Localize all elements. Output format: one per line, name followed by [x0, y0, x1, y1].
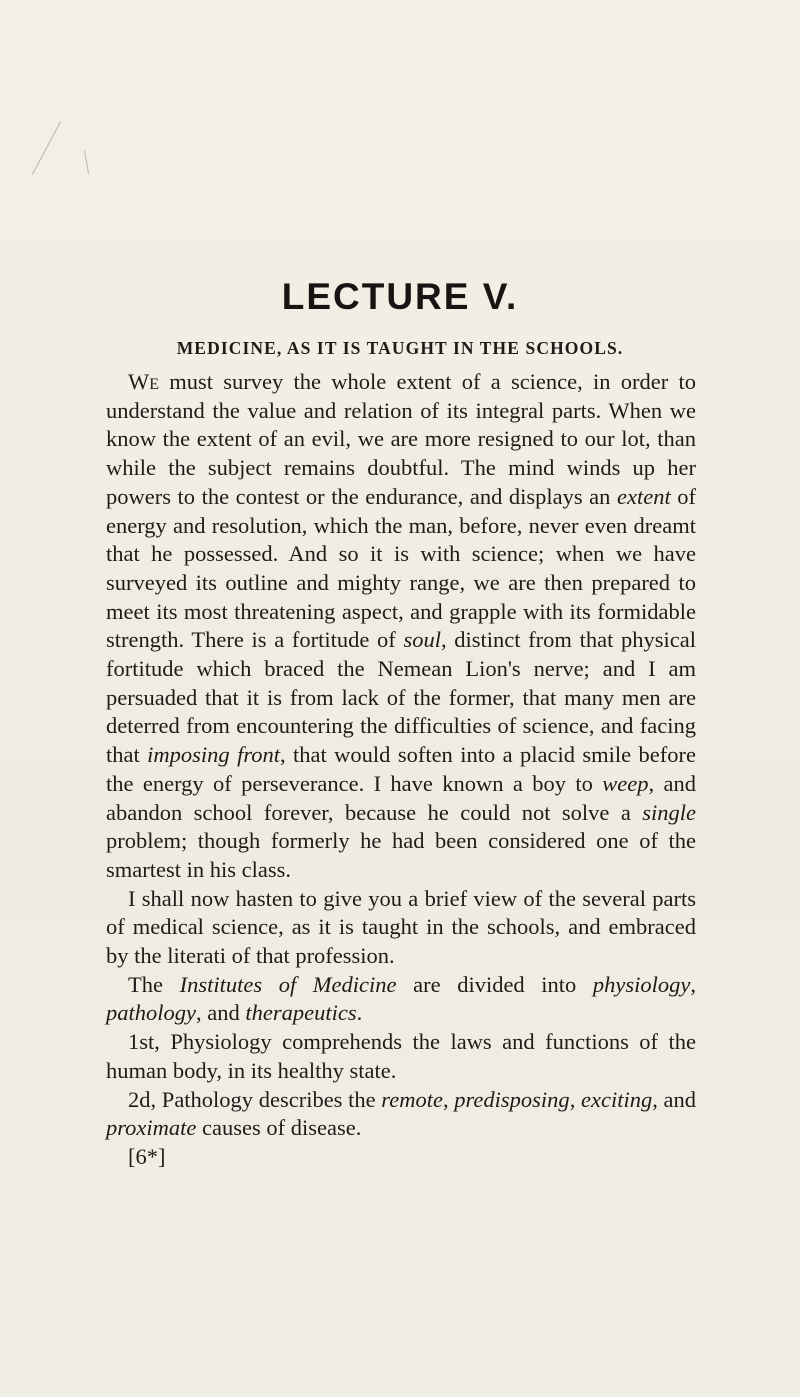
italic-term: single: [642, 799, 696, 825]
italic-term: pathology: [106, 1000, 196, 1026]
text-run: 2d, Pathology describes the: [128, 1086, 382, 1112]
text-run: , and abandon school forever, because he could not solve a: [106, 770, 696, 825]
text-run: problem; though formerly he had been considered one of the smartest in his class.: [106, 828, 696, 882]
text-run: must survey the whole extent of a science, in order to understand the value and relation of its integral parts. When we know the extent of an evil, we are more resigned to our lot, than while the subject remains doubtful. The mind winds up her powers to the contest or the endurance, and displays an: [106, 369, 696, 509]
paragraph-overview: I shall now hasten to give you a brief view of the several parts of medical science, as it is taught in the schools, and embraced by the literati of that profession.: [106, 885, 696, 969]
italic-term: weep: [602, 770, 649, 796]
italic-term: imposing front: [147, 742, 280, 768]
paragraph-institutes: [106, 971, 696, 1028]
italic-term: remote: [381, 1086, 443, 1112]
paragraph-intro: [106, 368, 696, 885]
italic-term: predisposing: [454, 1086, 570, 1112]
pencil-mark: [84, 150, 89, 174]
pencil-mark: [32, 121, 61, 174]
text-run: of energy and resolution, which the man, before, never even dreamt that he possessed. And so it is with science; when we have surveyed its outline and mighty range, we are then prepared to meet its most threatening aspect, and grapple with its formidable strength. There is a fortitude of: [106, 483, 696, 653]
lecture-title: LECTURE V.: [281, 276, 519, 317]
lecture-subtitle: MEDICINE, AS IT IS TAUGHT IN THE SCHOOLS.: [176, 338, 624, 358]
italic-term: physiology: [592, 971, 691, 997]
lecture-body: [106, 368, 696, 1172]
text-run: The: [128, 971, 180, 997]
text-run: , and: [196, 1000, 246, 1026]
text-run: , distinct from that physical fortitude which braced the Nemean Lion's nerve; and I am persuaded that it is from lack of the former, that many men are deterred from encountering the difficulties of science, and facing that: [106, 627, 696, 768]
text-run: ,: [569, 1086, 581, 1112]
text-run: ,: [690, 971, 697, 997]
italic-term: soul: [403, 627, 441, 653]
text-run: ,: [442, 1086, 455, 1112]
text-run: , and: [652, 1086, 697, 1112]
paragraph-pathology: [106, 1086, 696, 1143]
italic-term: extent: [616, 483, 671, 509]
italic-term: proximate: [106, 1115, 197, 1141]
italic-term: Institutes of Medicine: [179, 971, 397, 997]
lead-word: We: [128, 369, 160, 394]
paragraph-physiology: 1st, Physiology comprehends the laws and functions of the human body, in its healthy state.: [106, 1029, 696, 1083]
signature-mark: [6*]: [128, 1143, 166, 1169]
text-run: .: [356, 1000, 363, 1026]
italic-term: therapeutics: [245, 1000, 357, 1026]
text-run: are divided into: [396, 971, 593, 997]
italic-term: exciting: [581, 1086, 653, 1112]
text-run: , that would soften into a placid smile before the energy of perseverance. I have known a boy to: [106, 742, 696, 796]
text-run: causes of disease.: [196, 1115, 362, 1141]
